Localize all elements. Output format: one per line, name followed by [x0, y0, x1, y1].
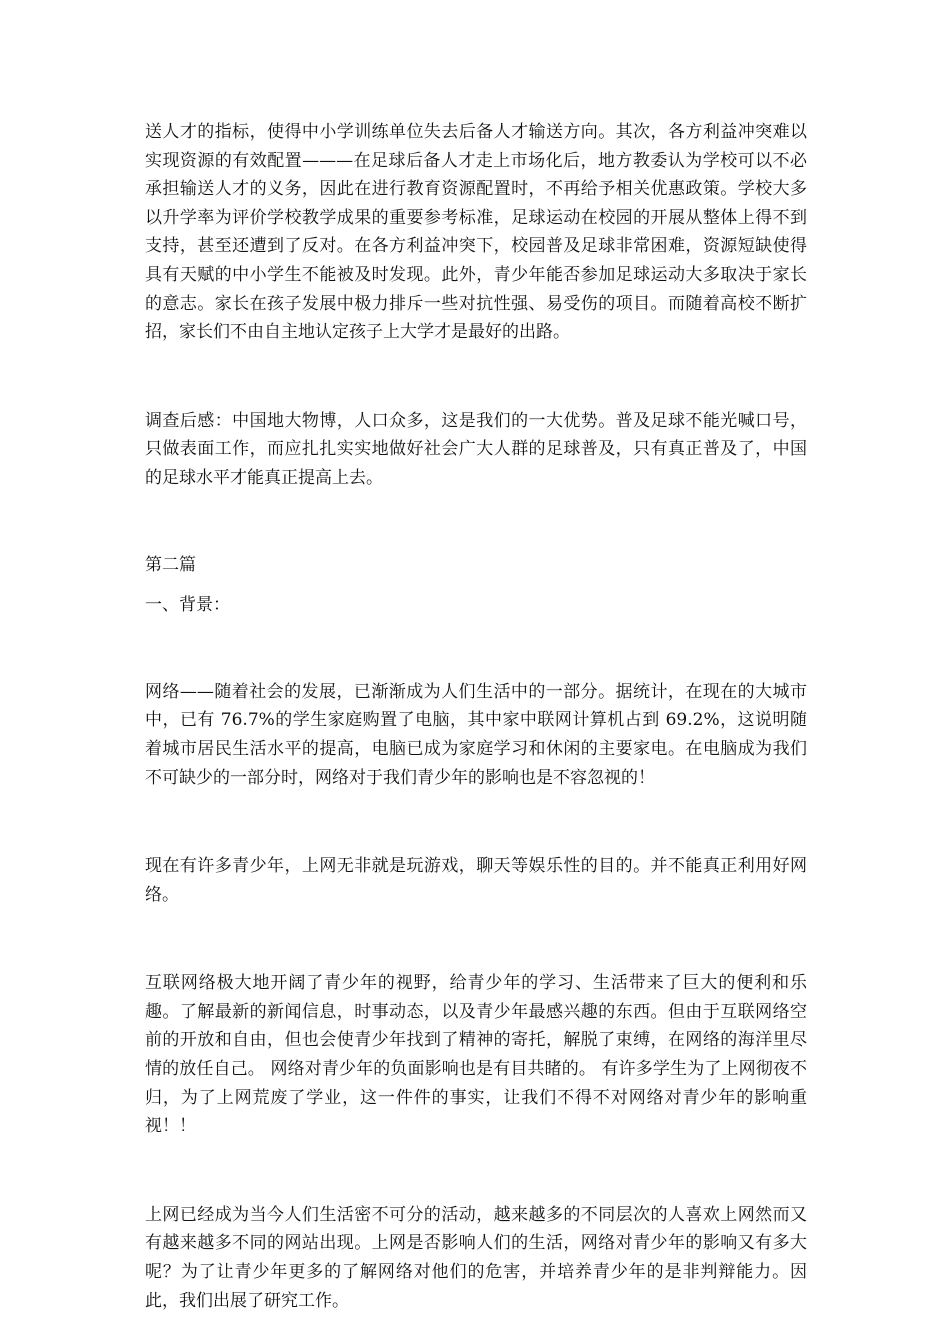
paragraph-football-conflicts: 送人才的指标，使得中小学训练单位失去后备人才输送方向。其次，各方利益冲突难以实现资源的有效配置———在足球后备人才走上市场化后，地方教委认为学校可以不必承担输送人才的义务，因此在进行教育资源配置时，不再给予相关优惠政策。学校大多以升学率为评价学校教学成果的重要参考标准，足球运动在校园的开展从整体上得不到支持，甚至还遭到了反对。在各方利益冲突下，校园普及足球非常困难，资源短缺使得具有天赋的中小学生不能被及时发现。此外，青少年能否参加足球运动大多取决于家长的意志。家长在孩子发展中极力排斥一些对抗性强、易受伤的项目。而随着高校不断扩招，家长们不由自主地认定孩子上大学才是最好的出路。	[145, 122, 807, 343]
heading-spacer	[145, 579, 807, 591]
paragraph-spacer	[145, 347, 807, 407]
document-page	[145, 118, 807, 1315]
paragraph-spacer	[145, 909, 807, 969]
paragraph-spacer	[145, 620, 807, 678]
paragraph-spacer	[145, 792, 807, 852]
paragraph-spacer	[145, 493, 807, 551]
paragraph-network-background: 网络——随着社会的发展，已渐渐成为人们生活中的一部分。据统计，在现在的大城市中，已有 76.7%的学生家庭购置了电脑，其中家中联网计算机占到 69.2%，这说明随着城市居民生活水平的提高，电脑已成为家庭学习和休闲的主要家电。在电脑成为我们不可缺少的一部分时，网络对于我们青少年的影响也是不容忽视的！	[145, 681, 807, 788]
paragraph-spacer	[145, 1141, 807, 1201]
paragraph-internet-impact: 互联网络极大地开阔了青少年的视野，给青少年的学习、生活带来了巨大的便利和乐趣。了解最新的新闻信息，时事动态，以及青少年最感兴趣的东西。但由于互联网络空前的开放和自由，但也会使青少年找到了精神的寄托，解脱了束缚，在网络的海洋里尽情的放任自己。 网络对青少年的负面影响也是有目共睹的。 有许多学生为了上网彻夜不归，为了上网荒废了学业，这一件件的事实，让我们不得不对网络对青少年的影响重视！！	[145, 973, 807, 1137]
subsection-title: 一、背景：	[145, 595, 230, 616]
paragraph-youth-usage: 现在有许多青少年，上网无非就是玩游戏，聊天等娱乐性的目的。并不能真正利用好网络。	[145, 856, 807, 905]
paragraph-research-purpose: 上网已经成为当今人们生活密不可分的活动，越来越多的不同层次的人喜欢上网然而又有越来越多不同的网站出现。上网是否影响人们的生活，网络对青少年的影响又有多大呢？为了让青少年更多的了解网络对他们的危害，并培养青少年的是非判辩能力。因此，我们出展了研究工作。	[145, 1204, 807, 1311]
paragraph-survey-reflection: 调查后感：中国地大物博，人口众多，这是我们的一大优势。普及足球不能光喊口号，只做表面工作，而应扎扎实实地做好社会广大人群的足球普及，只有真正普及了，中国的足球水平才能真正提高上去。	[145, 410, 807, 488]
section-title: 第二篇	[145, 554, 196, 575]
